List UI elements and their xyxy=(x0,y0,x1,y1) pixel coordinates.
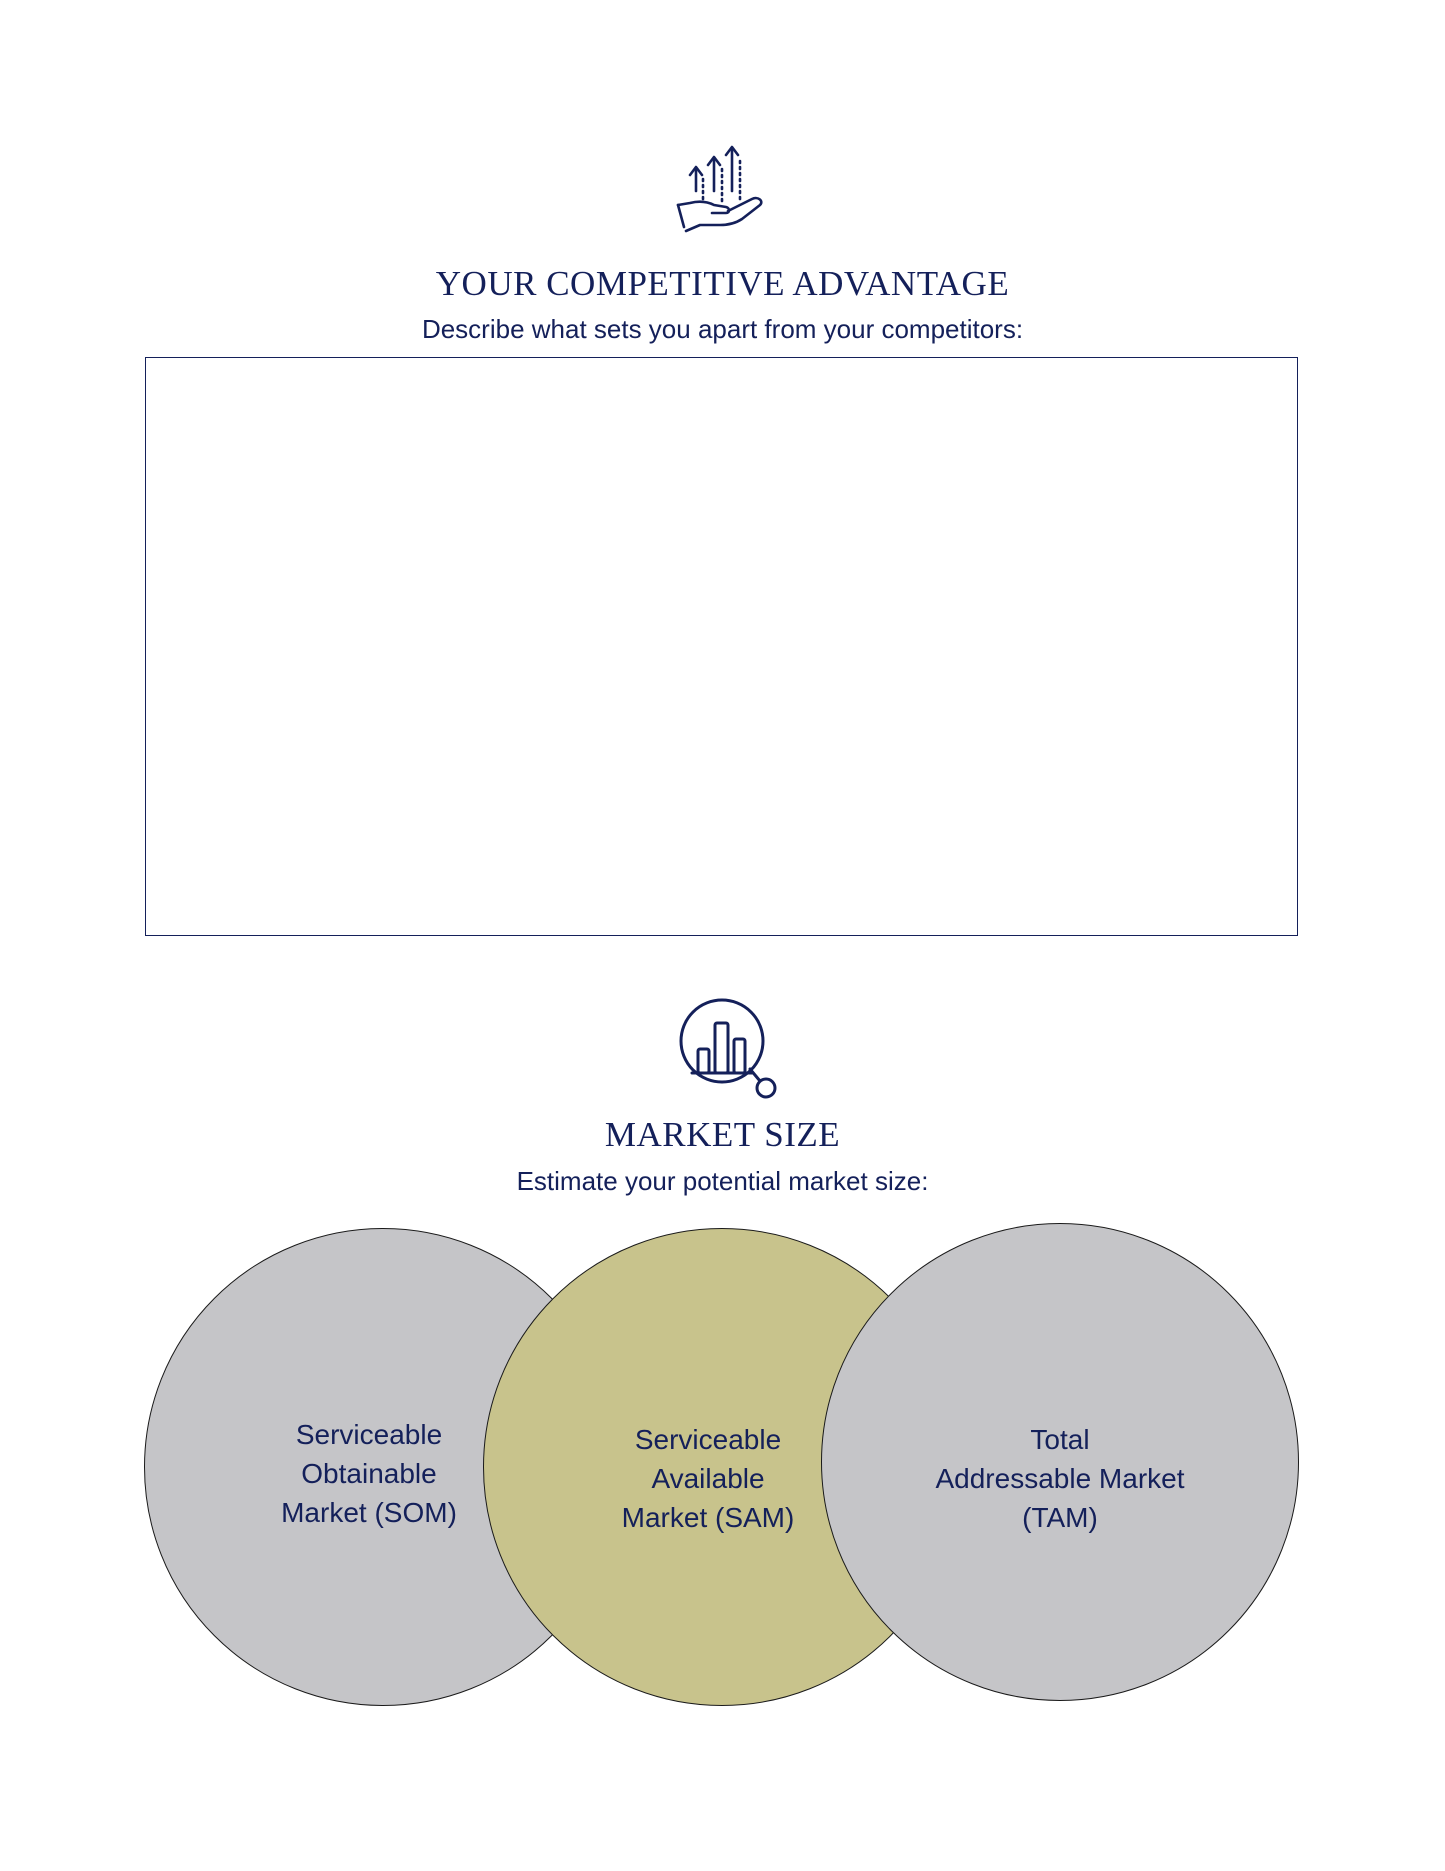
competitive-advantage-answer-box[interactable] xyxy=(145,357,1298,936)
tam-label-line-3: (TAM) xyxy=(1022,1502,1098,1533)
som-label-line-1: Serviceable xyxy=(295,1419,443,1450)
competitive-advantage-subtitle: Describe what sets you apart from your competitors: xyxy=(421,314,1024,344)
hand-growth-arrows-icon xyxy=(676,143,770,235)
sam-label-line-1: Serviceable xyxy=(634,1424,782,1455)
competitive-advantage-title: YOUR COMPETITIVE ADVANTAGE xyxy=(435,264,1010,303)
sam-label-line-2: Available xyxy=(651,1463,765,1494)
sam-label xyxy=(568,1420,848,1537)
market-size-subtitle: Estimate your potential market size: xyxy=(516,1166,929,1196)
tam-label xyxy=(900,1420,1220,1537)
som-label-line-2: Obtainable xyxy=(301,1458,437,1489)
tam-label-line-1: Total xyxy=(1030,1424,1090,1455)
market-size-title: MARKET SIZE xyxy=(604,1115,841,1154)
sam-label-line-3: Market (SAM) xyxy=(621,1502,795,1533)
chart-magnifier-icon xyxy=(676,995,780,1099)
som-label-line-3: Market (SOM) xyxy=(281,1497,457,1528)
som-label xyxy=(229,1415,509,1532)
tam-label-line-2: Addressable Market xyxy=(935,1463,1185,1494)
